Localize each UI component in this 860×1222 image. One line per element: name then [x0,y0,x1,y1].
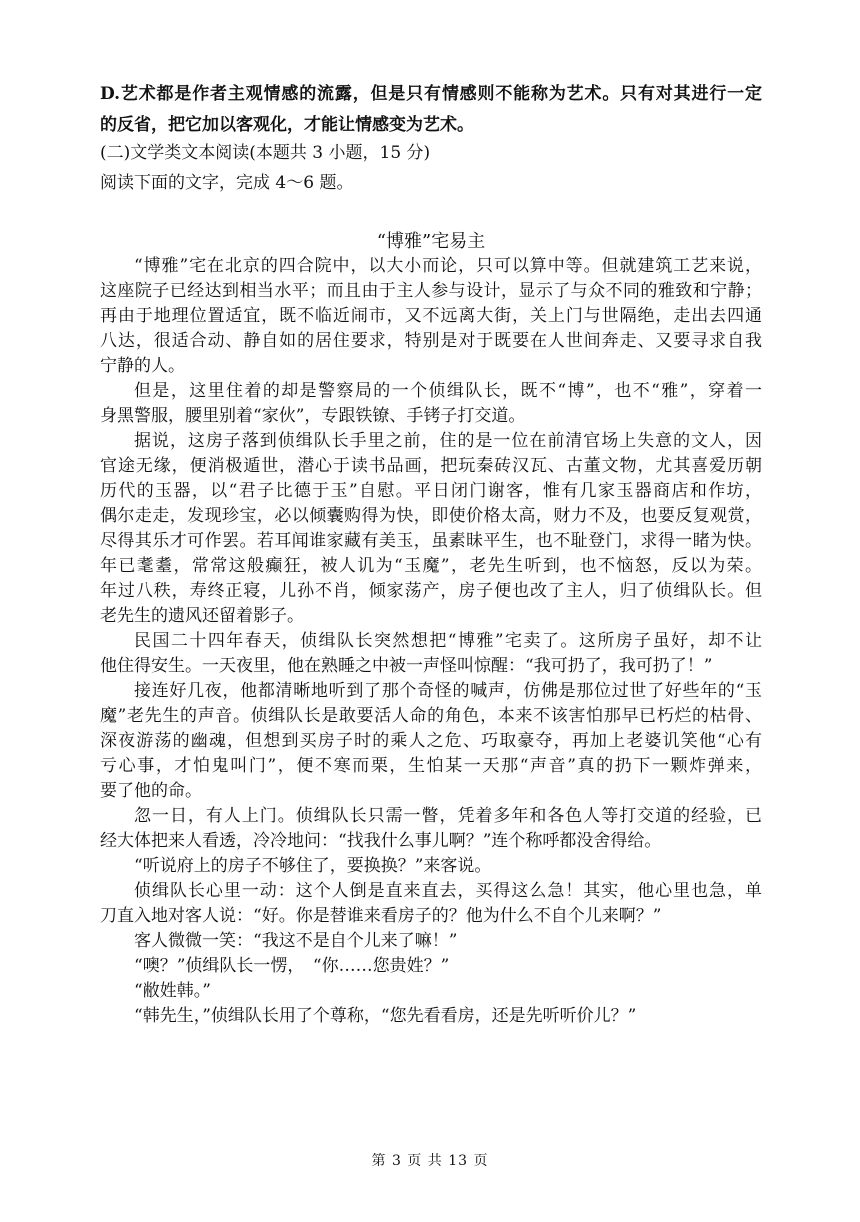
paragraph-line: 他住得安生。一天夜里，他在熟睡之中被一声怪叫惊醒：“我可扔了，我可扔了！” [100,656,713,676]
paragraph-line: “敝姓韩。” [134,981,211,1001]
paragraph-line: 老先生的遗风还留着影子。 [100,606,304,626]
paragraph-line: 这座院子已经达到相当水平；而且由于主人参与设计，显示了与众不同的雅致和宁静； [100,281,762,301]
paragraph-line: 魔”老先生的声音。侦缉队长是敢要活人命的角色，本来不该害怕那早已朽烂的枯骨、 [100,706,762,726]
paragraph-line: 忽一日，有人上门。侦缉队长只需一瞥，凭着多年和各色人等打交道的经验，已 [134,806,762,826]
paragraph-line: “听说府上的房子不够住了，要换换？”来客说。 [134,856,492,876]
paragraph-line: “噢？”侦缉队长一愣， “你……您贵姓？” [134,956,450,976]
paragraph-line: 历代的玉器，以“君子比德于玉”自慰。平日闭门谢客，惟有几家玉器商店和作坊， [100,481,762,501]
paragraph-line: “博雅”宅在北京的四合院中，以大小而论，只可以算中等。但就建筑工艺来说， [134,256,762,276]
paragraph-line: 要了他的命。 [100,781,202,801]
paragraph-line: 经大体把来人看透，冷冷地问：“找我什么事儿啊？”连个称呼都没舍得给。 [100,831,662,851]
paragraph-line: 接连好几夜，他都清晰地听到了那个奇怪的喊声，仿佛是那位过世了好些年的“玉 [134,681,762,701]
option-d-line-2: 的反省，把它加以客观化，才能让情感变为艺术。 [100,115,474,135]
paragraph-line: “韩先生，”侦缉队长用了个尊称，“您先看看房，还是先听听价儿？” [134,1006,637,1026]
paragraph-line: 官途无缘，便消极遁世，潜心于读书品画，把玩秦砖汉瓦、古董文物，尤其喜爱历朝 [100,456,762,476]
paragraph-line: 年已耄耋，常常这般癫狂，被人讥为“玉魔”，老先生听到，也不恼怒，反以为荣。 [100,556,762,576]
option-d-line-1: D.艺术都是作者主观情感的流露，但是只有情感则不能称为艺术。只有对其进行一定 [100,84,762,104]
paragraph-line: 客人微微一笑：“我这不是自个儿来了嘛！” [134,931,458,951]
paragraph-line: 刀直入地对客人说：“好。你是替谁来看房子的？他为什么不自个儿来啊？” [100,906,662,926]
paragraph-line: 尽得其乐才可作罢。若耳闻谁家藏有美玉，虽素昧平生，也不耻登门，求得一睹为快。 [100,531,762,551]
paragraph-line: 偶尔走走，发现珍宝，必以倾囊购得为快，即使价格太高，财力不及，也要反复观赏， [100,506,762,526]
paragraph-line: 宁静的人。 [100,356,185,376]
paragraph-line: 年过八秩，寿终正寝，儿孙不肖，倾家荡产，房子便也改了主人，归了侦缉队长。但 [100,581,762,601]
paragraph-line: 据说，这房子落到侦缉队长手里之前，住的是一位在前清官场上失意的文人，因 [134,431,762,451]
paragraph-line: 八达，很适合动、静自如的居住要求，特别是对于既要在人世间奔走、又要寻求自我 [100,331,762,351]
instruction: 阅读下面的文字，完成 4～6 题。 [100,173,354,193]
paragraph-line: 亏心事，才怕鬼叫门”，便不寒而栗，生怕某一天那“声音”真的扔下一颗炸弹来， [100,756,762,776]
article-title: “博雅”宅易主 [376,231,486,252]
paragraph-line: 身黑警服，腰里别着“家伙”，专跟铁镣、手铐子打交道。 [100,406,526,426]
paragraph-line: 侦缉队长心里一动：这个人倒是直来直去，买得这么急！其实，他心里也急，单 [134,881,762,901]
paragraph-line: 深夜游荡的幽魂，但想到买房子时的乘人之危、巧取豪夺，再加上老婆讥笑他“心有 [100,731,762,751]
paragraph-line: 民国二十四年春天，侦缉队长突然想把“博雅”宅卖了。这所房子虽好，却不让 [134,631,762,651]
paragraph-line: 再由于地理位置适宜，既不临近闹市，又不远离大街，关上门与世隔绝，走出去四通 [100,306,762,326]
page-footer: 第 3 页 共 13 页 [371,1153,489,1169]
section-heading: (二)文学类文本阅读(本题共 3 小题，15 分) [100,143,431,163]
paragraph-line: 但是，这里住着的却是警察局的一个侦缉队长，既不“博”，也不“雅”，穿着一 [134,381,762,401]
